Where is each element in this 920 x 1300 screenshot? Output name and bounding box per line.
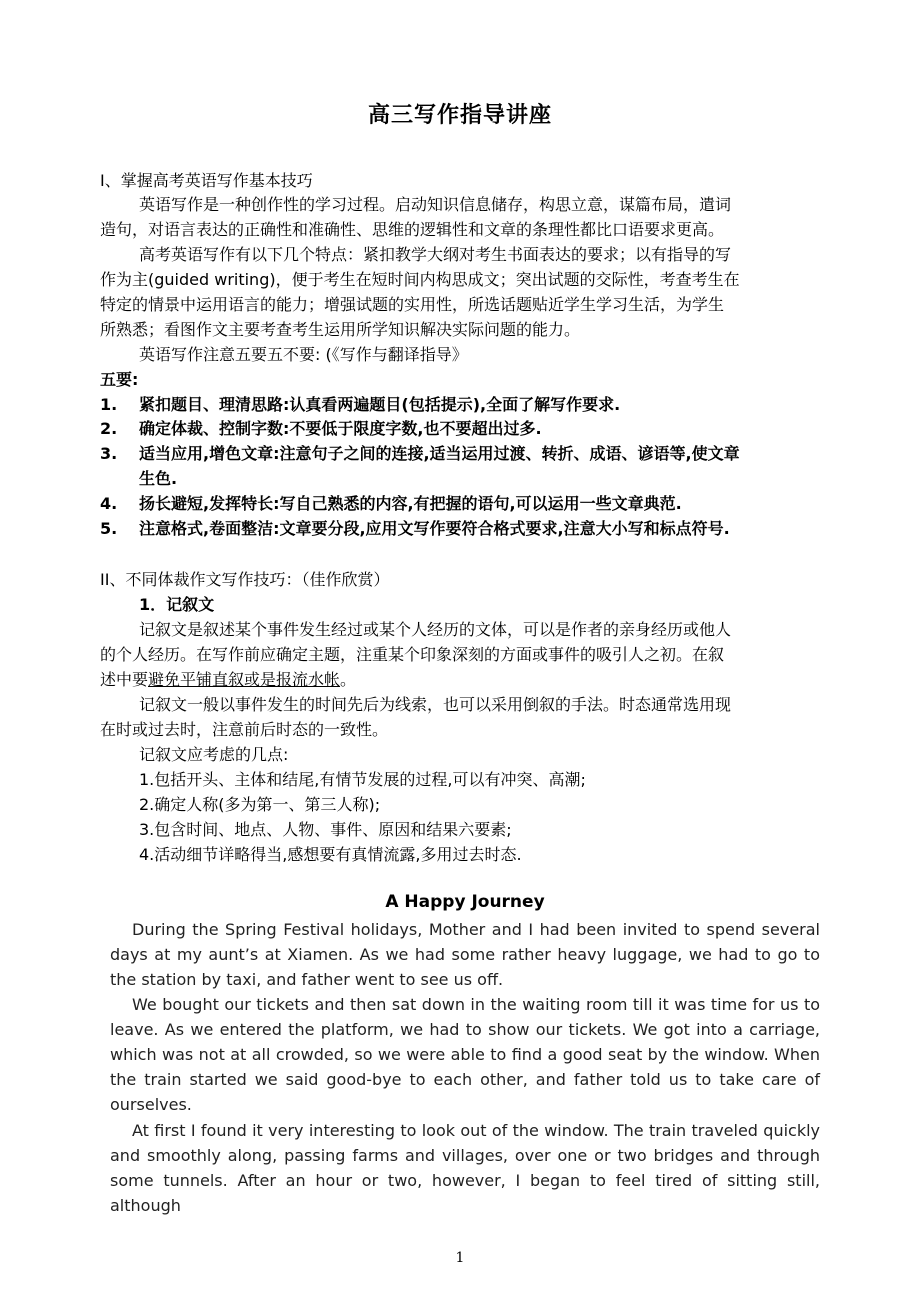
paragraph-line: 记叙文应考虑的几点:: [139, 745, 289, 764]
point-item: 1.包括开头、主体和结尾,有情节发展的过程,可以有冲突、高潮;: [139, 770, 586, 789]
list-item-text: 确定体裁、控制字数:不要低于限度字数,也不要超出过多.: [139, 419, 542, 438]
section-2-heading: II、不同体裁作文写作技巧：（佳作欣赏）: [100, 570, 390, 589]
essay-paragraph: We bought our tickets and then sat down in the waiting room till it was time for us to leave. As we entered the platform, we had to show our tickets. We got into a carriage, which was not at all crowded, so we were able to find a good seat by the window. When the train started we said good-bye to each other, and father told us to take care of ourselves.: [110, 995, 820, 1114]
list-item-number: 2.: [100, 419, 118, 438]
point-item: 3.包含时间、地点、人物、事件、原因和结果六要素;: [139, 820, 512, 839]
paragraph-line: [100, 667, 356, 692]
essay-paragraph: At first I found it very interesting to look out of the window. The train traveled quickly and smoothly along, passing farms and villages, over one or two bridges and through some tunnels. After an hour or two, however, I began to feel tired of sitting still, although: [110, 1121, 820, 1215]
paragraph-line: 记叙文一般以事件发生的时间先后为线索，也可以采用倒叙的手法。时态通常选用现: [139, 695, 732, 714]
list-item-number: 3.: [100, 444, 118, 463]
essay-paragraph: During the Spring Festival holidays, Mother and I had been invited to spend several days at my aunt’s at Xiamen. As we had some rather heavy luggage, we had to go to the station by taxi, and father went to see us off.: [110, 920, 820, 989]
underlined-phrase: 避免平铺直叙或是报流水帐: [148, 670, 341, 689]
page-title: 高三写作指导讲座: [367, 103, 552, 128]
text-run: 。: [340, 670, 357, 689]
list-item-text: 扬长避短,发挥特长:写自己熟悉的内容,有把握的语句,可以运用一些文章典范.: [139, 494, 682, 513]
paragraph-line: 造句，对语言表达的正确性和准确性、思维的逻辑性和文章的条理性都比口语要求更高。: [100, 220, 725, 239]
text-run: 述中要: [100, 670, 149, 689]
list-item-text: 注意格式,卷面整洁:文章要分段,应用文写作要符合格式要求,注意大小写和标点符号.: [139, 519, 730, 538]
subsection-heading: 1．记叙文: [139, 595, 215, 614]
section-1-heading: I、掌握高考英语写作基本技巧: [100, 171, 313, 190]
paragraph-line: 的个人经历。在写作前应确定主题，注重某个印象深刻的方面或事件的吸引人之初。在叙: [100, 645, 725, 664]
list-item-text-continued: 生色.: [139, 469, 178, 488]
paragraph-line: 特定的情景中运用语言的能力；增强试题的实用性，所选话题贴近学生学习生活，为学生: [100, 295, 725, 314]
paragraph-line: 所熟悉；看图作文主要考查考生运用所学知识解决实际问题的能力。: [100, 320, 581, 339]
paragraph-line: 记叙文是叙述某个事件发生经过或某个人经历的文体，可以是作者的亲身经历或他人: [139, 620, 732, 639]
paragraph-line: 在时或过去时，注意前后时态的一致性。: [100, 720, 389, 739]
five-musts-label: 五要:: [100, 370, 139, 389]
paragraph-line: 英语写作注意五要五不要: (《写作与翻译指导》: [139, 345, 468, 364]
list-item-number: 1.: [100, 395, 118, 414]
list-item-number: 4.: [100, 494, 118, 513]
paragraph-line: 高考英语写作有以下几个特点：紧扣教学大纲对考生书面表达的要求；以有指导的写: [139, 245, 732, 264]
point-item: 2.确定人称(多为第一、第三人称);: [139, 795, 381, 814]
list-item-text: 适当应用,增色文章:注意句子之间的连接,适当运用过渡、转折、成语、谚语等,使文章: [139, 444, 740, 463]
paragraph-line: 英语写作是一种创作性的学习过程。启动知识信息储存，构思立意，谋篇布局，遣词: [139, 195, 732, 214]
list-item-number: 5.: [100, 519, 118, 538]
page-number: 1: [455, 1250, 465, 1266]
essay-title: A Happy Journey: [385, 892, 545, 912]
list-item-text: 紧扣题目、理清思路:认真看两遍题目(包括提示),全面了解写作要求.: [139, 395, 621, 414]
paragraph-line: 作为主(guided writing)，便于考生在短时间内构思成文；突出试题的交际性，考查考生在: [100, 270, 740, 289]
point-item: 4.活动细节详略得当,感想要有真情流露,多用过去时态.: [139, 845, 522, 864]
